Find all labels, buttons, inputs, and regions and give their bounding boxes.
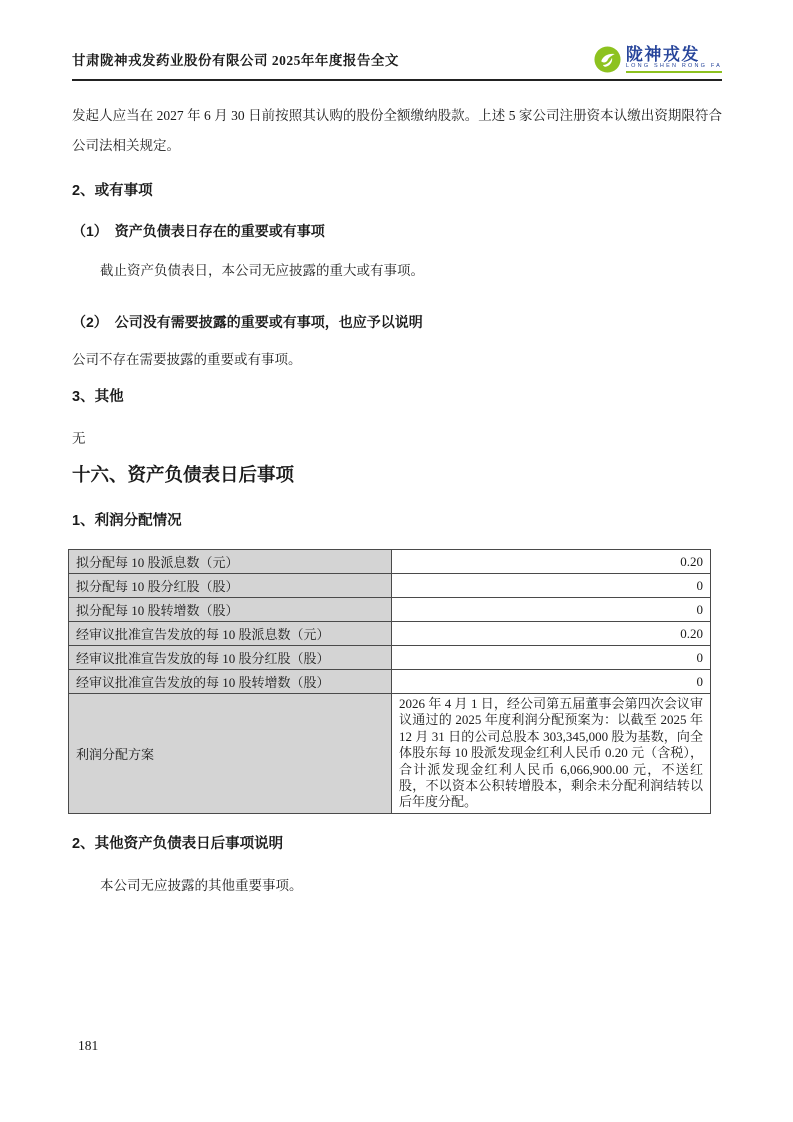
- heading-other-post-balance: 2、其他资产负债表日后事项说明: [72, 835, 284, 852]
- other-post-balance-body: 本公司无应披露的其他重要事项。: [100, 877, 303, 893]
- table-row-value: 0.20: [392, 550, 711, 574]
- logo-text: [626, 46, 722, 73]
- heading-other: 3、其他: [72, 389, 124, 405]
- table-row-value: 0: [392, 574, 711, 598]
- table-row-label: 经审议批准宣告发放的每 10 股转增数（股）: [69, 670, 392, 694]
- report-title: 甘肃陇神戎发药业股份有限公司 2025年年度报告全文: [72, 53, 399, 68]
- contingencies-sub2-body: 公司不存在需要披露的重要或有事项。: [72, 352, 302, 367]
- table-row: [69, 670, 711, 694]
- heading-profit-distribution: 1、利润分配情况: [72, 513, 182, 529]
- table-row-value: 0: [392, 670, 711, 694]
- heading-contingencies-sub1: （1） 资产负债表日存在的重要或有事项: [72, 223, 325, 239]
- table-row: [69, 622, 711, 646]
- table-row: [69, 646, 711, 670]
- table-row-value: 2026 年 4 月 1 日，经公司第五届董事会第四次会议审议通过的 2025 年度利润分配预案为：以截至 2025 年 12 月 31 日的公司总股本 303,345,000 股为基数，向全体股东每 10 股派发现金红利人民币 0.20 元（含税），合计派发现金红利人民币 6,066,900.00 元，不送红股，不以资本公积转增股本，剩余未分配利润结转以后年度分配。: [392, 694, 711, 814]
- contingencies-sub1-body: 截止资产负债表日，本公司无应披露的重大或有事项。: [100, 263, 424, 278]
- table-row-label: 经审议批准宣告发放的每 10 股分红股（股）: [69, 646, 392, 670]
- intro-paragraph: 发起人应当在 2027 年 6 月 30 日前按照其认购的股份全额缴纳股款。上述 5 家公司注册资本认缴出资期限符合公司法相关规定。: [72, 108, 722, 153]
- table-row-label: 拟分配每 10 股转增数（股）: [69, 598, 392, 622]
- heading-contingencies-sub2: （2） 公司没有需要披露的重要或有事项，也应予以说明: [72, 314, 423, 330]
- table-row-label: 拟分配每 10 股派息数（元）: [69, 550, 392, 574]
- logo-name-en: LONG SHEN RONG FA: [625, 63, 722, 69]
- logo-name-cn: 陇神戎发: [625, 45, 700, 64]
- table-row-value: 0: [392, 646, 711, 670]
- other-body: 无: [72, 431, 86, 446]
- company-logo: [594, 46, 722, 73]
- table-row-value: 0.20: [392, 622, 711, 646]
- heading-post-balance-sheet: 十六、资产负债表日后事项: [72, 464, 295, 485]
- table-row-label: 利润分配方案: [69, 694, 392, 814]
- table-row-value: 0: [392, 598, 711, 622]
- table-row: [69, 574, 711, 598]
- table-row-label: 拟分配每 10 股分红股（股）: [69, 574, 392, 598]
- table-row: [69, 598, 711, 622]
- table-row-label: 经审议批准宣告发放的每 10 股派息数（元）: [69, 622, 392, 646]
- heading-contingencies: 2、或有事项: [72, 183, 153, 199]
- logo-bird-icon: [594, 46, 621, 73]
- table-row: [69, 550, 711, 574]
- table-row: [69, 694, 711, 814]
- profit-distribution-table: [68, 549, 711, 814]
- page-header: [72, 46, 722, 81]
- page-number: 181: [78, 1038, 99, 1053]
